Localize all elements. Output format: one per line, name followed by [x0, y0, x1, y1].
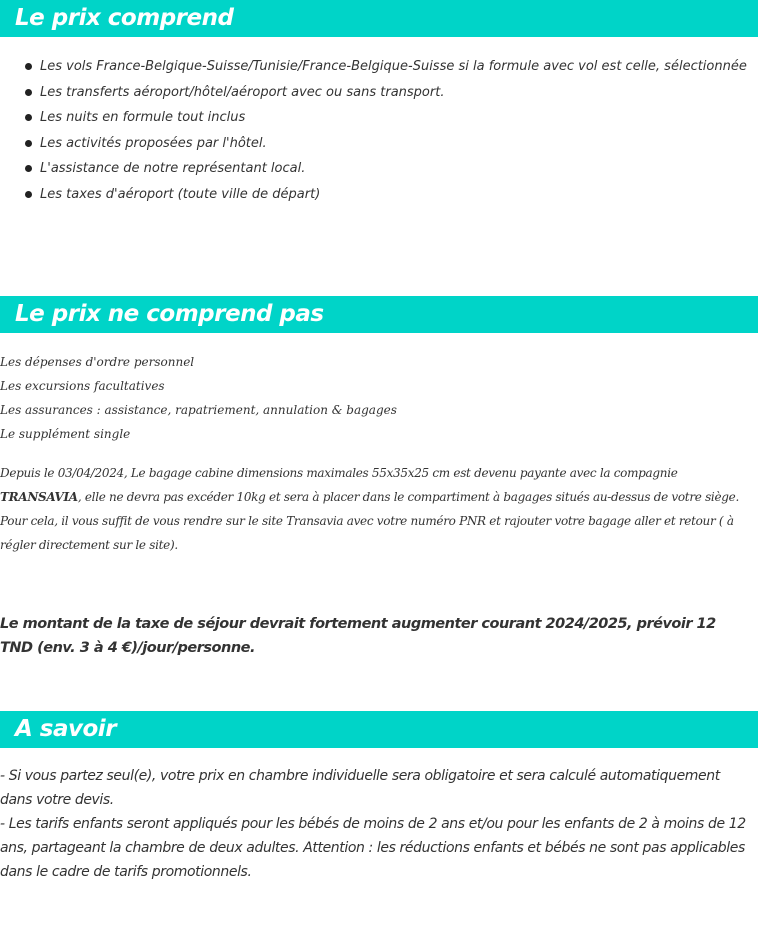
list-item: Les excursions facultatives	[0, 379, 165, 393]
excluded-section-header	[0, 296, 758, 333]
list-item: Les assurances : assistance, rapatriement, annulation & bagages	[0, 403, 397, 417]
info-line-single-room: - Si vous partez seul(e), votre prix en chambre individuelle sera obligatoire et sera calculé automatiquement dans votre devis.	[0, 768, 720, 808]
included-section-header	[0, 0, 758, 37]
info-section-title: A savoir	[15, 716, 117, 742]
list-item: Les nuits en formule tout inclus	[40, 105, 758, 131]
tourist-tax-note: Le montant de la taxe de séjour devrait fortement augmenter courant 2024/2025, prévoir 12 TND (env. 3 à 4 €)/jour/personne.	[0, 616, 716, 656]
info-text	[0, 764, 752, 884]
info-line-child-rates: - Les tarifs enfants seront appliqués pour les bébés de moins de 2 ans et/ou pour les enfants de 2 à moins de 12 ans, partageant la chambre de deux adultes. Attention : les réductions enfants et bébés ne sont pas applicables dans le cadre de tarifs promotionnels.	[0, 816, 746, 880]
excluded-list	[0, 350, 758, 446]
list-item: Les activités proposées par l'hôtel.	[40, 131, 758, 157]
list-item: Le supplément single	[0, 427, 131, 441]
list-item: Les vols France-Belgique-Suisse/Tunisie/France-Belgique-Suisse si la formule avec vol est celle, sélectionnée	[40, 54, 758, 80]
included-section-title: Le prix comprend	[15, 5, 234, 31]
list-item: Les taxes d'aéroport (toute ville de départ)	[40, 182, 758, 208]
info-section-header	[0, 711, 758, 748]
airline-name: TRANSAVIA	[0, 490, 78, 504]
list-item: L'assistance de notre représentant local.	[40, 156, 758, 182]
list-item: Les dépenses d'ordre personnel	[0, 355, 195, 369]
list-item: Les transferts aéroport/hôtel/aéroport avec ou sans transport.	[40, 80, 758, 106]
excluded-section-title: Le prix ne comprend pas	[15, 301, 324, 327]
notice-text-before: Depuis le 03/04/2024, Le bagage cabine dimensions maximales 55x35x25 cm est devenu payante avec la compagnie	[0, 466, 678, 480]
notice-text-after: , elle ne devra pas excéder 10kg et sera à placer dans le compartiment à bagages situés au-dessus de votre siège. Pour cela, il vous suffit de vous rendre sur le site Transavia avec votre numéro PNR et rajouter votre bagage aller et retour ( à régler directement sur le site).	[0, 490, 739, 552]
cabin-baggage-notice	[0, 461, 754, 557]
included-list	[0, 54, 758, 208]
